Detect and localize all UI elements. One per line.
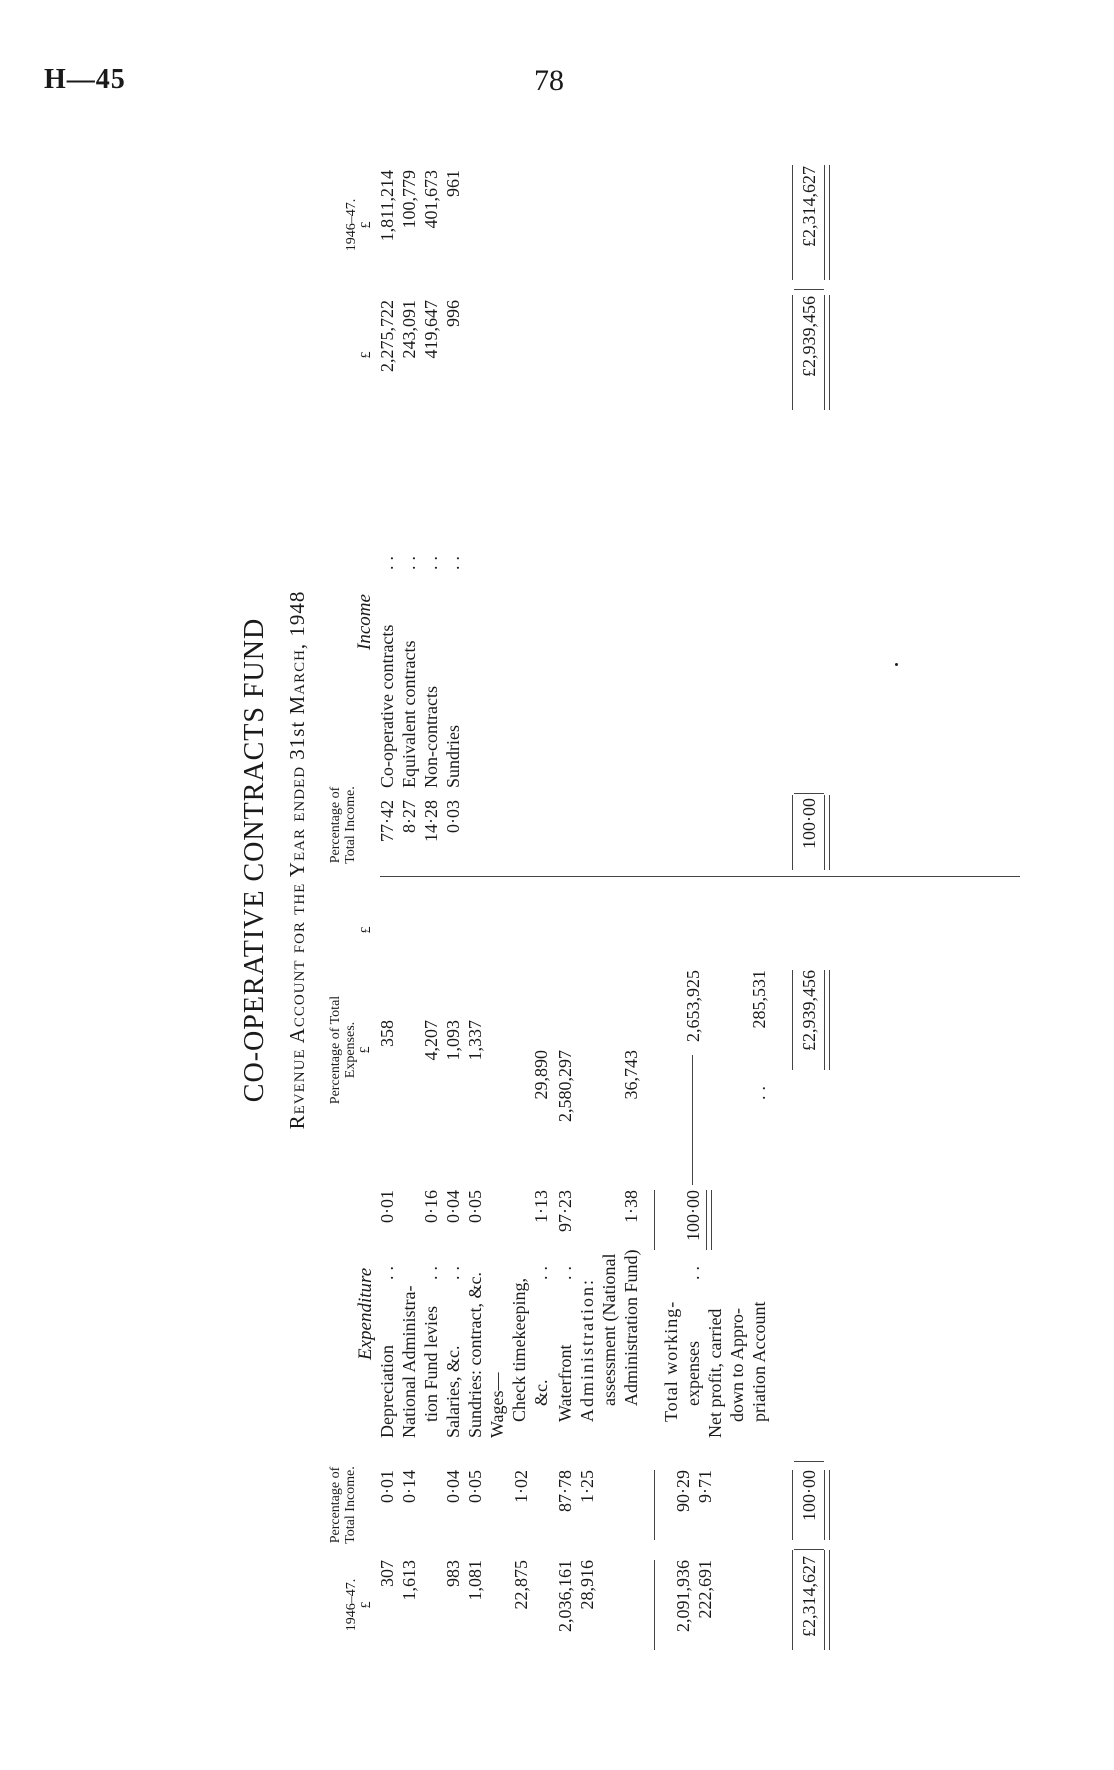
income-grand-total-pct: 100·00 — [799, 798, 819, 849]
exp-pct-income-sundries: 0·05 — [465, 1470, 485, 1503]
wages-label3-admin: Administration Fund) — [621, 1249, 641, 1406]
exp-amount-salaries: 1,093 — [443, 1020, 463, 1061]
income-pct-equivalent: 8·27 — [399, 800, 419, 833]
income-leader-sundries: .. — [443, 551, 463, 570]
center-divider — [380, 876, 1020, 877]
income-label-sundries: Sundries — [443, 725, 463, 788]
rule-prev-subtotal — [654, 1560, 655, 1650]
exp-prev-sundries: 1,081 — [465, 1560, 485, 1601]
exp-label-depreciation: Depreciation — [377, 1345, 397, 1438]
subtitle-date: March, 1948 — [285, 590, 309, 715]
net-profit-amount: 285,531 — [749, 970, 769, 1029]
income-label-cooperative: Co-operative contracts — [377, 624, 397, 788]
exp-label-salaries: Salaries, &c. — [443, 1345, 463, 1438]
wages-amount-waterfront: 2,580,297 — [555, 1050, 575, 1122]
total-working-label: Total working- — [661, 1300, 681, 1422]
income-amount-cooperative: 2,275,722 — [377, 300, 397, 372]
income-amount-noncontracts: 419,647 — [421, 300, 441, 359]
exp-label-sundries: Sundries: contract, &c. — [465, 1272, 485, 1438]
total-working-amount: 2,653,925 — [683, 970, 703, 1042]
wages-label-check: Check timekeeping, — [509, 1278, 529, 1422]
income-label-noncontracts: Non-contracts — [421, 686, 441, 788]
exp-grand-total-pct: 100·00 — [799, 1470, 819, 1521]
income-amount-sundries: 996 — [443, 300, 463, 327]
income-grand-total-amount: £2,939,456 — [799, 296, 819, 377]
net-profit-label3: priation Account — [749, 1301, 769, 1422]
exp-pct-exp-depreciation: 0·01 — [377, 1190, 397, 1223]
header-prev-year-left: 1946–47. £ — [344, 1578, 374, 1632]
total-working-pct-income: 90·29 — [673, 1470, 693, 1512]
wages-pct-exp-check: 1·13 — [531, 1190, 551, 1223]
net-profit-prev: 222,691 — [695, 1560, 715, 1619]
income-label-equivalent: Equivalent contracts — [399, 640, 419, 788]
wages-amount-admin: 36,743 — [621, 1050, 641, 1100]
income-amount-equivalent: 243,091 — [399, 300, 419, 359]
account-subtitle — [286, 60, 308, 1660]
header-expenditure: Expenditure — [355, 1267, 376, 1360]
header-pct-income: Percentage of Total Income. — [328, 1466, 358, 1544]
rule-income-grand-amount — [792, 295, 793, 410]
exp-label2-national-admin: tion Fund levies — [421, 1306, 441, 1422]
total-working-pct-exp: 100·00 — [683, 1190, 703, 1241]
wages-pct-income-admin: 1·25 — [577, 1470, 597, 1503]
exp-pct-exp-salaries: 0·04 — [443, 1190, 463, 1223]
exp-pct-income-depreciation: 0·01 — [377, 1470, 397, 1503]
net-profit-label2: down to Appro- — [727, 1308, 747, 1422]
header-pct-expenses: Percentage of Total Expenses. £ — [328, 995, 373, 1105]
exp-pct-income-salaries: 0·04 — [443, 1470, 463, 1503]
header-pct-total-income: Percentage of Total Income. — [328, 786, 358, 864]
exp-amount-sundries: 1,337 — [465, 1020, 485, 1061]
wages-label-admin: Administration: — [577, 1278, 597, 1422]
total-working-double-rule — [706, 1190, 712, 1250]
exp-grand-total-amount: £2,939,456 — [799, 970, 819, 1051]
income-prev-equivalent: 100,779 — [399, 170, 419, 229]
header-income: Income — [354, 594, 375, 650]
wages-pct-income-check: 1·02 — [511, 1470, 531, 1503]
rule-exp-grand-prev — [792, 1550, 793, 1650]
wages-label2-check: &c. — [531, 1379, 551, 1406]
exp-pct-income-national-admin: 0·14 — [399, 1470, 419, 1503]
total-working-label2: expenses — [683, 1341, 703, 1406]
exp-prev-depreciation: 307 — [377, 1560, 397, 1587]
dbl-income-grand-pct — [824, 795, 830, 870]
exp-leader-salaries: .. — [443, 1261, 463, 1280]
dbl-exp-grand-amount — [824, 970, 830, 1070]
subtitle-day: 31st — [285, 714, 309, 760]
dbl-exp-grand-prev — [824, 1550, 830, 1650]
net-profit-label: Net profit, carried — [705, 1308, 725, 1438]
header-pound-col: £ — [359, 926, 374, 934]
header-prev-year-right: 1946–47. £ — [344, 198, 374, 252]
income-pct-cooperative: 77·42 — [377, 800, 397, 842]
exp-label-national-admin: National Administra- — [399, 1285, 419, 1438]
rule-pct-subtotal — [654, 1470, 655, 1540]
wages-pct-exp-waterfront: 97·23 — [555, 1190, 575, 1232]
total-working-leader: .. — [683, 1261, 703, 1280]
exp-pct-exp-national-admin: 0·16 — [421, 1190, 441, 1223]
revenue-account-table — [239, 60, 1114, 1660]
wages-prev-admin: 28,916 — [577, 1560, 597, 1610]
dbl-exp-grand-pct — [824, 1470, 830, 1540]
vrule-exp-grand-1 — [794, 1549, 824, 1550]
exp-pct-exp-sundries: 0·05 — [465, 1190, 485, 1223]
fund-title: CO-OPERATIVE CONTRACTS FUND — [239, 617, 270, 1103]
income-grand-total-prev: £2,314,627 — [799, 166, 819, 247]
rule-exp-grand-pct — [792, 1470, 793, 1540]
income-prev-sundries: 961 — [443, 170, 463, 197]
income-prev-noncontracts: 401,673 — [421, 170, 441, 229]
exp-prev-national-admin: 1,613 — [399, 1560, 419, 1601]
wages-leader-check: .. — [531, 1261, 551, 1280]
rule-income-grand-prev — [792, 165, 793, 280]
exp-leader-national-admin: .. — [421, 1261, 441, 1280]
page-number: 78 — [534, 64, 564, 97]
wages-pct-exp-admin: 1·38 — [621, 1190, 641, 1223]
subtitle-prefix: Revenue Account for the Year ended — [285, 759, 309, 1130]
rule-pct-exp-subtotal — [654, 1190, 655, 1250]
header-pound-income: £ — [359, 351, 374, 359]
vrule-income-grand-1 — [794, 793, 824, 794]
income-prev-cooperative: 1,811,214 — [377, 170, 397, 242]
income-leader-equivalent: .. — [399, 551, 419, 570]
wages-prev-waterfront: 2,036,161 — [555, 1560, 575, 1632]
vrule-exp-grand-2 — [794, 1461, 824, 1462]
total-working-rule — [692, 1055, 693, 1185]
exp-grand-total-prev: £2,314,627 — [799, 1556, 819, 1637]
total-working-prev: 2,091,936 — [673, 1560, 693, 1632]
rule-income-grand-pct — [792, 795, 793, 870]
exp-prev-salaries: 983 — [443, 1560, 463, 1587]
wages-prev-check: 22,875 — [511, 1560, 531, 1610]
exp-amount-national-admin: 4,207 — [421, 1020, 441, 1061]
page-code: H—45 — [44, 64, 126, 95]
wages-pct-income-waterfront: 87·78 — [555, 1470, 575, 1512]
income-leader-noncontracts: .. — [421, 551, 441, 570]
net-profit-pct-income: 9·71 — [695, 1470, 715, 1503]
exp-leader-depreciation: .. — [377, 1261, 397, 1280]
wages-heading: Wages— — [487, 1372, 507, 1438]
wages-amount-check: 29,890 — [531, 1050, 551, 1100]
wages-leader-waterfront: .. — [555, 1261, 575, 1280]
wages-label-waterfront: Waterfront — [555, 1344, 575, 1422]
income-leader-cooperative: .. — [377, 551, 397, 570]
income-pct-noncontracts: 14·28 — [421, 800, 441, 842]
vrule-income-grand-2 — [794, 289, 824, 290]
dbl-income-grand-prev — [824, 165, 830, 280]
dbl-income-grand-amount — [824, 295, 830, 410]
net-profit-leader: .. — [749, 1081, 769, 1100]
income-pct-sundries: 0·03 — [443, 800, 463, 833]
wages-label2-admin: assessment (National — [599, 1253, 619, 1406]
exp-amount-depreciation: 358 — [377, 1020, 397, 1047]
rule-exp-grand-amount — [792, 970, 793, 1070]
